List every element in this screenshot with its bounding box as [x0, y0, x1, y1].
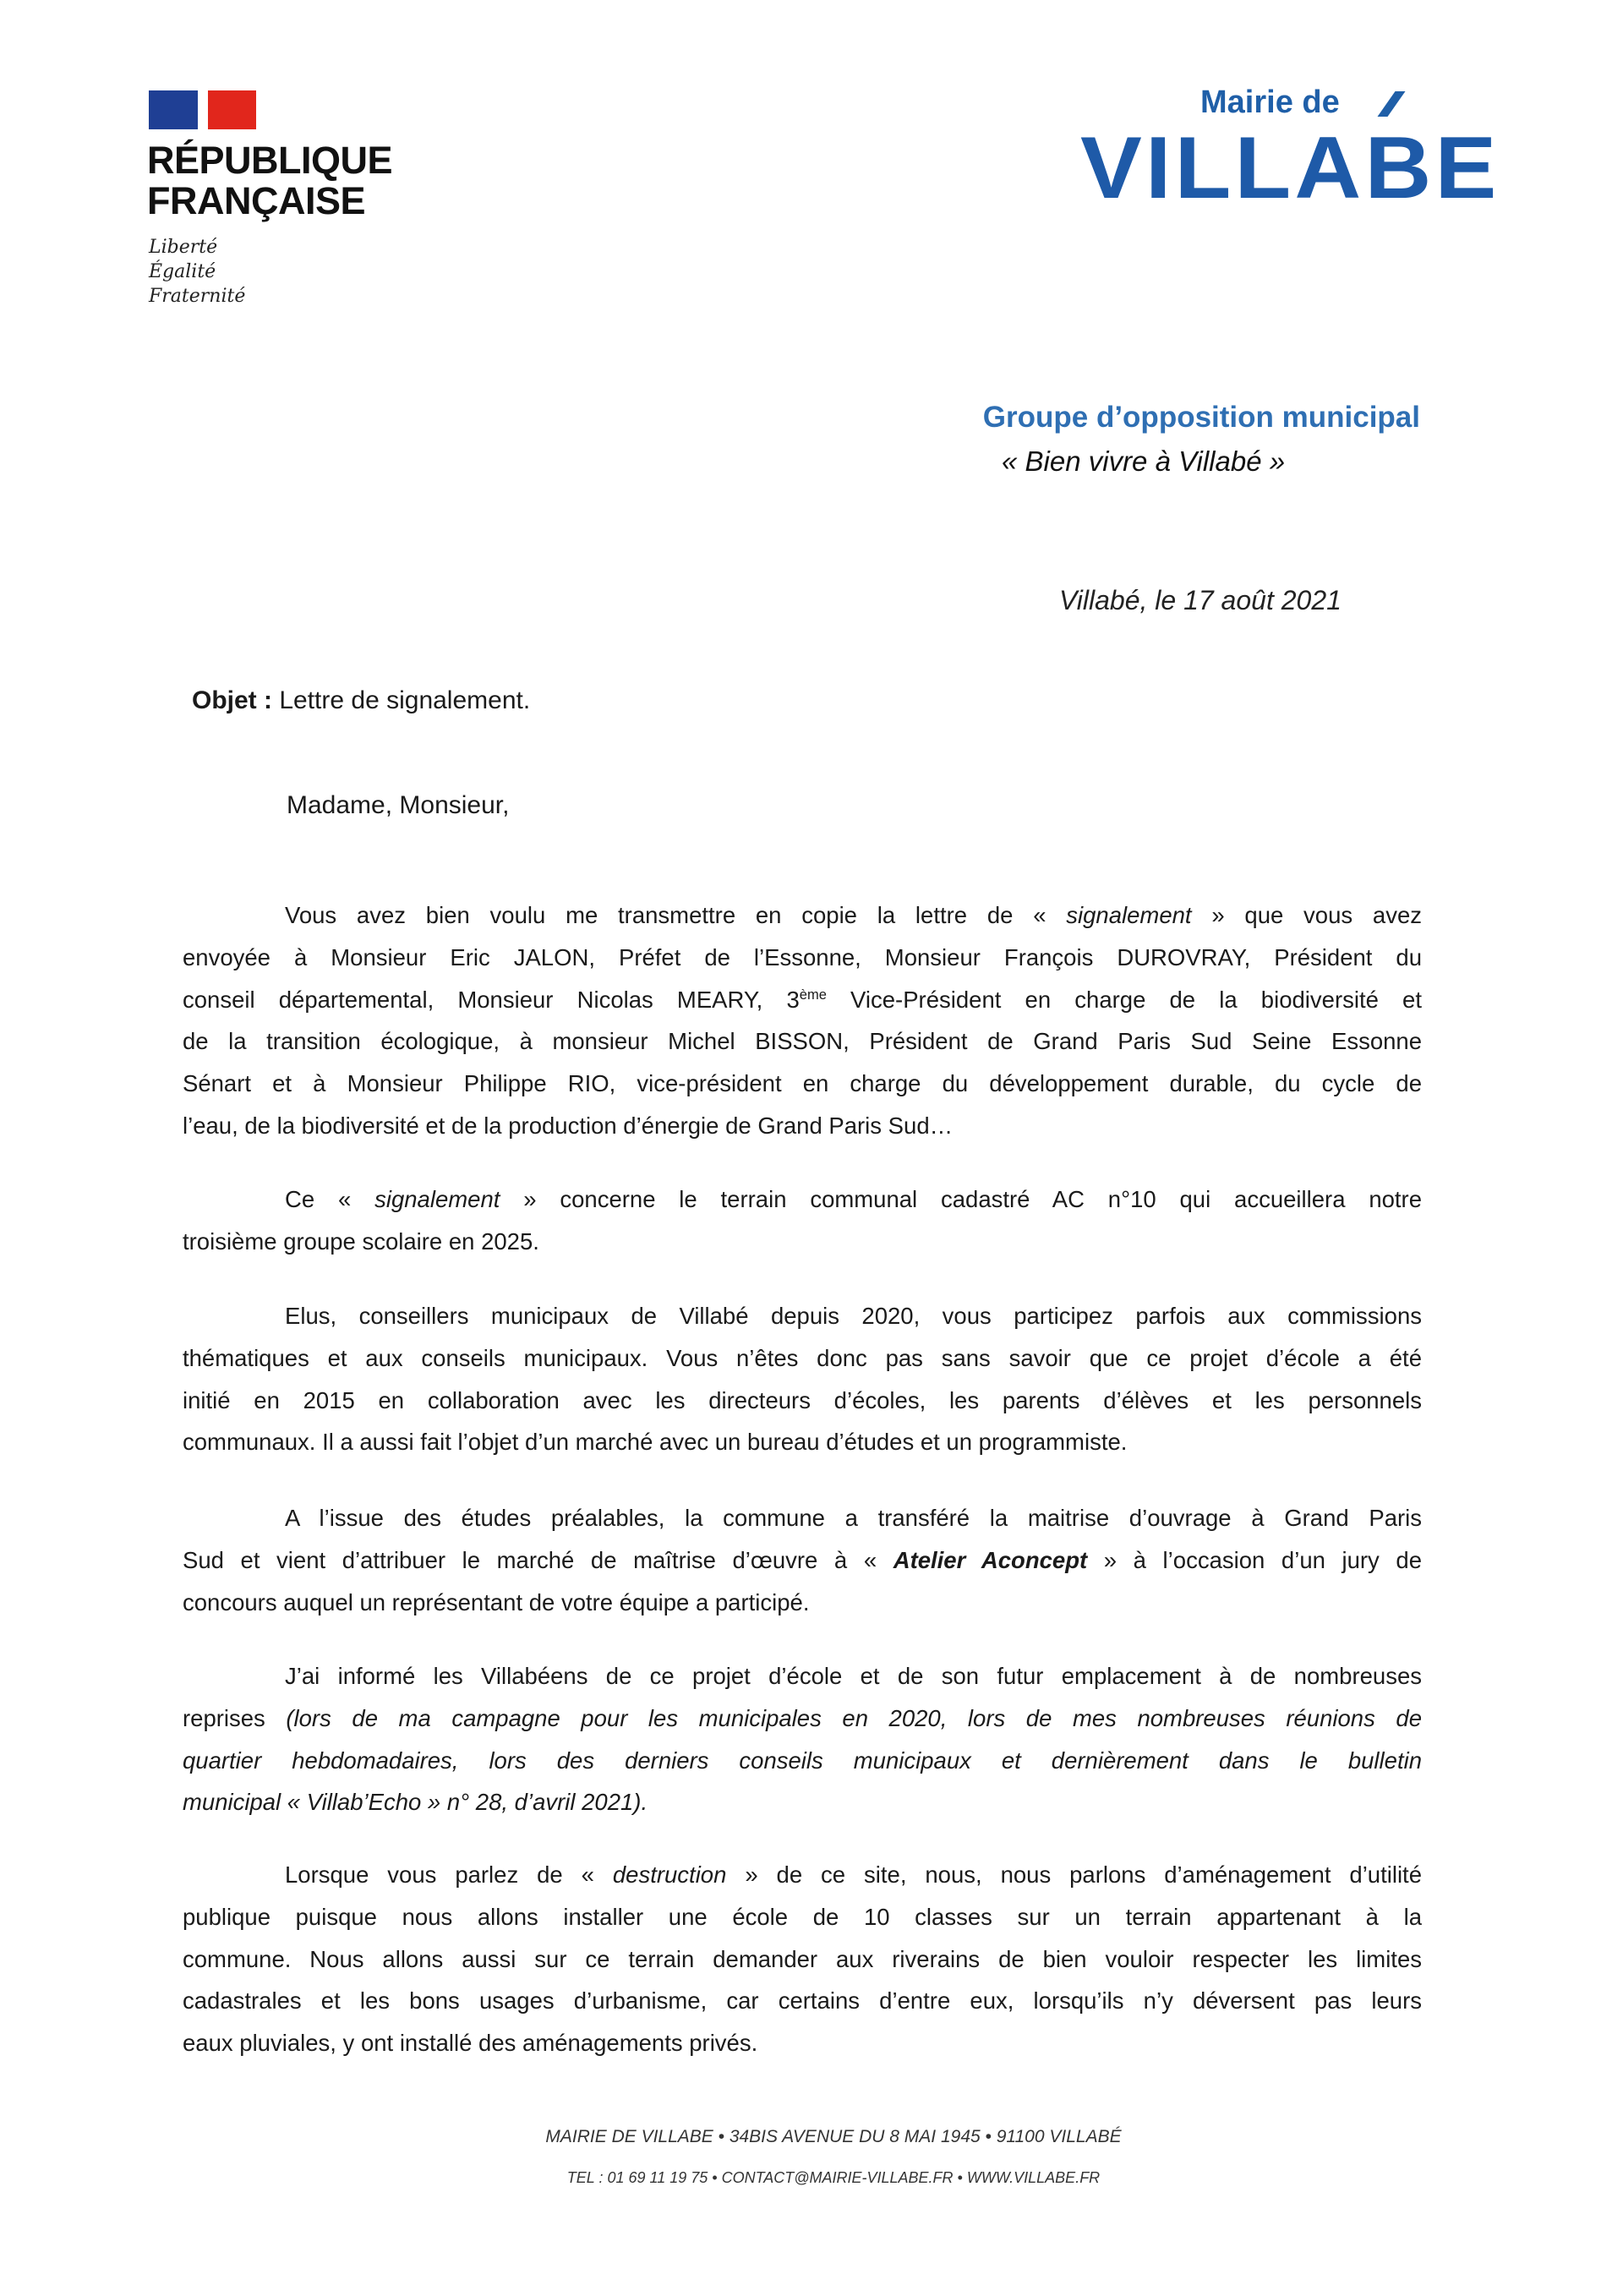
recipient-group: Groupe d’opposition municipal	[982, 401, 1420, 434]
paragraph-5-line	[183, 1704, 1422, 1733]
paragraph-1-line	[183, 1112, 1422, 1140]
paragraph-6-line	[183, 2029, 1422, 2058]
francaise-label: FRANÇAISE	[147, 179, 366, 222]
footer-address: MAIRIE DE VILLABE • 34BIS AVENUE DU 8 MAI 1945 • 91100 VILLABÉ	[545, 2127, 1122, 2146]
paragraph-3-line	[183, 1386, 1422, 1415]
paragraph-2-line	[183, 1227, 1422, 1256]
text-segment: envoyée à Monsieur Eric JALON, Préfet de l’Essonne, Monsieur François DUROVRAY, Président du	[183, 943, 1422, 970]
paragraph-1-line	[183, 1069, 1422, 1098]
text-segment: municipal « Villab’Echo » n° 28, d’avril 2021).	[183, 1789, 648, 1816]
paragraph-3-line	[285, 1302, 1422, 1331]
republique-label: RÉPUBLIQUE	[147, 139, 393, 182]
text-segment: de la transition écologique, à monsieur Michel BISSON, Président de Grand Paris Sud Seine Essonne	[183, 1028, 1422, 1055]
text-segment: conseil départemental, Monsieur Nicolas MEARY, 3	[183, 986, 800, 1013]
text-segment: cadastrales et les bons usages d’urbanisme, car certains d’entre eux, lorsqu’ils n’y déversent pas leurs	[183, 1987, 1422, 2014]
objet-label: Objet :	[192, 686, 272, 714]
devise-egalite: Égalité	[149, 261, 216, 282]
devise-fraternite: Fraternité	[149, 286, 246, 307]
text-segment: thématiques et aux conseils municipaux. Vous n’êtes donc pas sans savoir que ce projet d’école a été	[183, 1344, 1422, 1371]
text-segment: Vice-Président en charge de la biodiversité et	[826, 986, 1422, 1013]
text-segment: commune. Nous allons aussi sur ce terrain demander aux riverains de bien vouloir respecter les limites	[183, 1945, 1422, 1972]
paragraph-3-line	[183, 1428, 1422, 1457]
paragraph-4-line	[183, 1546, 1422, 1575]
text-segment: eaux pluviales, y ont installé des aménagements privés.	[183, 2030, 758, 2057]
text-segment: ème	[799, 987, 827, 1003]
text-segment: initié en 2015 en collaboration avec les directeurs d’écoles, les parents d’élèves et les personnels	[183, 1386, 1422, 1413]
text-segment: Elus, conseillers municipaux de Villabé depuis 2020, vous participez parfois aux commissions	[285, 1303, 1422, 1329]
text-segment: Sénart et à Monsieur Philippe RIO, vice-président en charge du développement durable, du cycle de	[183, 1070, 1422, 1097]
text-segment: Vous avez bien voulu me transmettre en copie la lettre de «	[285, 902, 1067, 928]
text-segment: quartier hebdomadaires, lors des derniers conseils municipaux et dernièrement dans le bulletin	[183, 1747, 1422, 1774]
salutation: Madame, Monsieur,	[287, 791, 510, 819]
devise	[149, 235, 245, 309]
paragraph-6-line	[183, 1987, 1422, 2015]
text-segment: Lorsque vous parlez de «	[285, 1861, 613, 1888]
paragraph-1-line	[285, 901, 1422, 930]
paragraph-4-line	[285, 1504, 1422, 1533]
text-segment: troisième groupe scolaire en 2025.	[183, 1227, 539, 1255]
text-segment: Ce «	[285, 1186, 375, 1212]
objet-line	[192, 686, 530, 715]
mairie-de-label: Mairie de	[1200, 85, 1340, 120]
text-segment: concours auquel un représentant de votre équipe a participé.	[183, 1588, 810, 1615]
text-segment: communaux. Il a aussi fait l’objet d’un marché avec un bureau d’études et un programmiste.	[183, 1429, 1128, 1456]
paragraph-1-line	[183, 1027, 1422, 1056]
paragraph-5-line	[183, 1747, 1422, 1775]
text-segment: » concerne le terrain communal cadastré AC n°10 qui accueillera notre	[500, 1186, 1423, 1212]
text-segment: reprises	[183, 1704, 287, 1731]
text-segment: » que vous avez	[1191, 902, 1422, 928]
paragraph-5-line	[285, 1662, 1422, 1691]
text-segment: A l’issue des études préalables, la commune a transféré la maitrise d’ouvrage à Grand Paris	[285, 1505, 1422, 1531]
paragraph-1-line	[183, 943, 1422, 972]
text-segment: » à l’occasion d’un jury de	[1087, 1546, 1422, 1573]
republique-francaise-flag-logo	[149, 90, 256, 129]
paragraph-6-line	[183, 1903, 1422, 1932]
devise-liberte: Liberté	[149, 237, 218, 258]
villabe-logo: VILLABE	[1080, 119, 1500, 217]
paragraph-6-line	[285, 1861, 1422, 1889]
paragraph-5-line	[183, 1788, 1422, 1817]
text-segment: » de ce site, nous, nous parlons d’aménagement d’utilité	[726, 1861, 1422, 1888]
text-segment: J’ai informé les Villabéens de ce projet d’école et de son futur emplacement à de nombreuses	[285, 1663, 1422, 1689]
text-segment: destruction	[612, 1861, 727, 1888]
text-segment: Sud et vient d’attribuer le marché de maîtrise d’œuvre à «	[183, 1546, 893, 1573]
text-segment: l’eau, de la biodiversité et de la production d’énergie de Grand Paris Sud…	[183, 1112, 954, 1139]
text-segment: signalement	[1066, 902, 1192, 928]
paragraph-6-line	[183, 1945, 1422, 1974]
date-line: Villabé, le 17 août 2021	[1059, 585, 1342, 615]
text-segment: Atelier Aconcept	[893, 1546, 1088, 1573]
paragraph-1-line	[183, 986, 1422, 1014]
recipient-name: « Bien vivre à Villabé »	[1002, 446, 1286, 477]
text-segment: (lors de ma campagne pour les municipales en 2020, lors de mes nombreuses réunions de	[286, 1704, 1422, 1731]
objet-text: Lettre de signalement.	[272, 686, 531, 714]
paragraph-3-line	[183, 1344, 1422, 1373]
logo-slash-icon	[1377, 91, 1405, 117]
paragraph-4-line	[183, 1588, 1422, 1617]
text-segment: publique puisque nous allons installer une école de 10 classes sur un terrain appartenant à la	[183, 1903, 1422, 1930]
footer-contact: TEL : 01 69 11 19 75 • CONTACT@MAIRIE-VILLABE.FR • WWW.VILLABE.FR	[566, 2169, 1101, 2186]
paragraph-2-line	[285, 1185, 1422, 1214]
text-segment: signalement	[374, 1186, 500, 1212]
